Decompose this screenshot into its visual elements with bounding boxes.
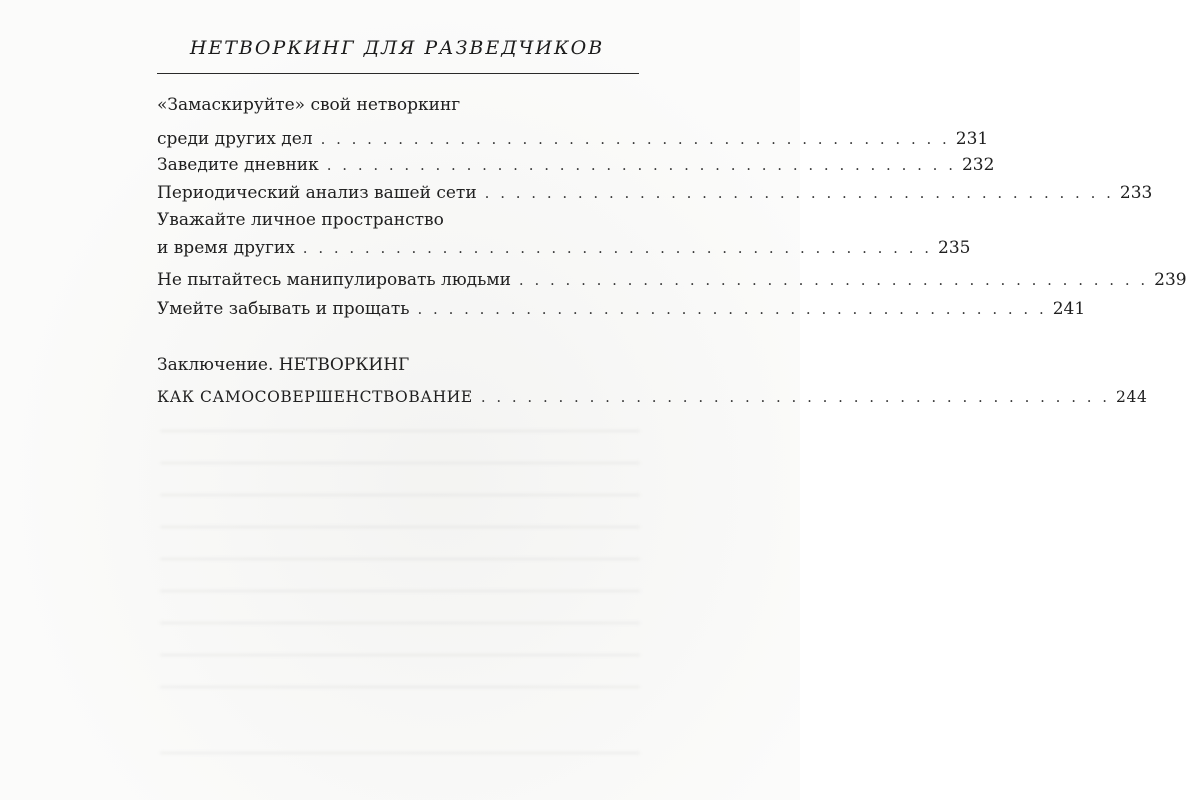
toc-entry-title: «Замаскируйте» свой нетворкинг: [157, 95, 461, 115]
dot-leader: . . . . . . . . . . . . . . . . . . . . . . . . . . . . . . . . . . . . . . . . .: [320, 130, 950, 148]
dot-leader: . . . . . . . . . . . . . . . . . . . . . . . . . . . . . . . . . . . . . . . . .: [518, 271, 1149, 289]
show-through-line: [160, 686, 640, 688]
dot-leader: . . . . . . . . . . . . . . . . . . . . . . . . . . . . . . . . . . . . . . . . .: [326, 156, 956, 174]
show-through-line: [160, 558, 640, 560]
toc-entry: [157, 383, 1148, 411]
toc-entry-title: КАК САМОСОВЕРШЕНСТВОВАНИЕ: [157, 388, 473, 406]
toc-entry: [157, 206, 639, 234]
dot-leader: . . . . . . . . . . . . . . . . . . . . . . . . . . . . . . . . . . . . . . . . .: [417, 300, 1047, 318]
toc-entry: [157, 234, 971, 262]
show-through-line: [160, 622, 640, 624]
show-through-line: [160, 752, 640, 754]
header-rule: [157, 73, 639, 74]
toc-page-number: 233: [1119, 183, 1153, 203]
toc-page-number: 244: [1116, 388, 1148, 406]
dot-leader: . . . . . . . . . . . . . . . . . . . . . . . . . . . . . . . . . . . . . . . . .: [480, 388, 1111, 406]
show-through-line: [160, 462, 640, 464]
toc-page-number: 241: [1052, 299, 1086, 319]
toc-entry: [157, 179, 1153, 207]
toc-entry-title: среди других дел: [157, 129, 313, 149]
toc-entry-title: Заведите дневник: [157, 155, 319, 175]
dot-leader: . . . . . . . . . . . . . . . . . . . . . . . . . . . . . . . . . . . . . . . . .: [484, 184, 1114, 202]
show-through-line: [160, 494, 640, 496]
show-through-line: [160, 430, 640, 432]
show-through-line: [160, 654, 640, 656]
toc-page-number: 232: [961, 155, 995, 175]
toc-entry-title: Уважайте личное пространство: [157, 210, 444, 230]
toc-entry-title: Умейте забывать и прощать: [157, 299, 410, 319]
toc-entry: [157, 266, 1187, 294]
toc-entry-title: Заключение. НЕТВОРКИНГ: [157, 355, 410, 375]
dot-leader: . . . . . . . . . . . . . . . . . . . . . . . . . . . . . . . . . . . . . . . . .: [302, 239, 932, 257]
toc-entry-title: Не пытайтесь манипулировать людьми: [157, 270, 511, 290]
toc-entry: [157, 295, 1086, 323]
toc-page-number: 239: [1154, 270, 1187, 290]
toc-entry: [157, 351, 639, 379]
toc-page-number: 235: [938, 238, 971, 258]
toc-entry-title: Периодический анализ вашей сети: [157, 183, 477, 203]
show-through-line: [160, 526, 640, 528]
toc-page-number: 231: [955, 129, 989, 149]
toc-entry: [157, 91, 639, 119]
running-head: НЕТВОРКИНГ ДЛЯ РАЗВЕДЧИКОВ: [189, 37, 605, 59]
toc-entry: [157, 151, 995, 179]
show-through-line: [160, 590, 640, 592]
toc-entry: [157, 125, 989, 153]
toc-entry-title: и время других: [157, 238, 295, 258]
